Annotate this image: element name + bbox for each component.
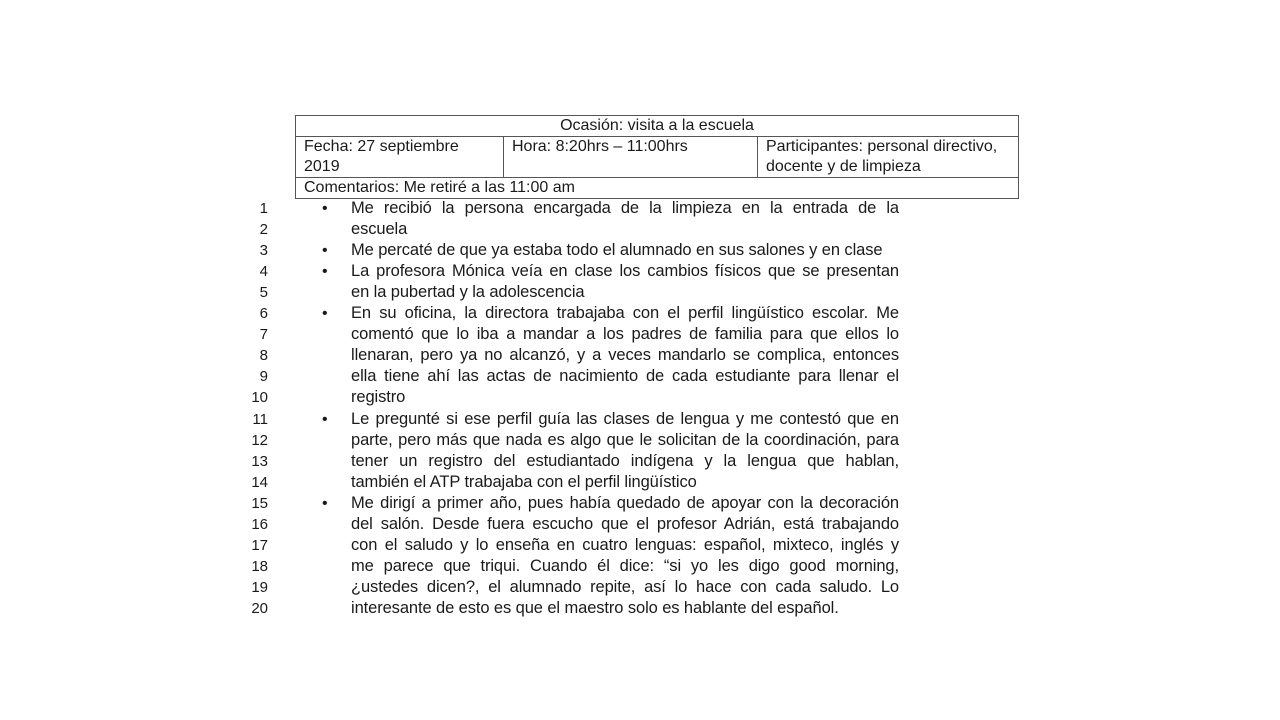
line-number: 1 xyxy=(259,200,268,217)
note-line: ella tiene ahí las actas de nacimiento de cada estudiante para llenar el xyxy=(351,367,899,386)
participants-cell: Participantes: personal directivo, docente y de limpieza xyxy=(766,138,998,175)
table-row xyxy=(296,116,1018,136)
line-number: 15 xyxy=(251,494,268,512)
note-line: también el ATP trabajaba con el perfil lingüístico xyxy=(351,472,697,491)
bullet-icon: • xyxy=(322,305,328,323)
line-number: 18 xyxy=(251,557,268,575)
line-number: 14 xyxy=(251,473,268,491)
line-number: 16 xyxy=(251,515,268,533)
occasion-cell: Ocasión: visita a la escuela xyxy=(560,117,754,134)
note-line: Me recibió la persona encargada de la limpieza en la entrada de la xyxy=(351,199,899,217)
line-number: 3 xyxy=(259,242,268,260)
line-number: 11 xyxy=(252,410,268,428)
line-number: 5 xyxy=(259,284,268,302)
line-number: 10 xyxy=(251,389,268,407)
bullet-icon: • xyxy=(322,242,328,260)
visit-info-table xyxy=(295,115,1019,199)
date-cell: Fecha: 27 septiembre 2019 xyxy=(296,137,504,177)
line-number: 4 xyxy=(259,263,268,281)
line-number: 9 xyxy=(259,368,268,386)
bullet-icon: • xyxy=(322,263,328,281)
note-line: parte, pero más que nada es algo que le solicitan de la coordinación, para xyxy=(351,430,899,449)
note-line: registro xyxy=(351,388,406,407)
line-number: 13 xyxy=(251,452,268,470)
note-line: Le pregunté si ese perfil guía las clases de lengua y me contestó que en xyxy=(351,409,899,428)
line-number: 6 xyxy=(259,305,268,323)
note-line: escuela xyxy=(351,220,408,239)
note-line: con el saludo y lo enseña en cuatro lenguas: español, mixteco, inglés y xyxy=(351,535,899,554)
comments-cell: Comentarios: Me retiré a las 11:00 am xyxy=(304,179,575,196)
bullet-icon: • xyxy=(322,200,328,217)
table-row xyxy=(296,177,1018,198)
note-line: comentó que lo iba a mandar a los padres de familia para que ellos lo xyxy=(351,325,899,344)
line-number: 17 xyxy=(251,536,268,554)
line-number: 20 xyxy=(251,599,268,617)
note-line: Me dirigí a primer año, pues había quedado de apoyar con la decoración xyxy=(351,493,899,512)
line-number: 12 xyxy=(251,431,268,449)
bullet-icon: • xyxy=(322,410,328,428)
note-line: del salón. Desde fuera escucho que el profesor Adrián, está trabajando xyxy=(351,514,899,533)
table-row xyxy=(296,136,1018,177)
bullet-icon: • xyxy=(322,494,328,512)
note-line: me parece que triqui. Cuando él dice: “si yo les digo good morning, xyxy=(351,556,899,575)
note-line: tener un registro del estudiantado indígena y la lengua que hablan, xyxy=(351,451,899,470)
line-number: 8 xyxy=(259,347,268,365)
note-line: Me percaté de que ya estaba todo el alumnado en sus salones y en clase xyxy=(351,241,883,260)
note-line: llenaran, pero ya no alcanzó, y a veces mandarlo se complica, entonces xyxy=(351,346,899,365)
note-line: ¿ustedes dicen?, el alumnado repite, así lo hace con cada saludo. Lo xyxy=(351,577,899,596)
note-line: en la pubertad y la adolescencia xyxy=(351,283,585,302)
note-line: En su oficina, la directora trabajaba con el perfil lingüístico escolar. Me xyxy=(351,304,899,323)
note-line: interesante de esto es que el maestro solo es hablante del español. xyxy=(351,598,839,617)
line-number: 7 xyxy=(259,326,268,344)
note-line: La profesora Mónica veía en clase los cambios físicos que se presentan xyxy=(351,262,899,281)
line-number: 19 xyxy=(251,578,268,596)
time-cell: Hora: 8:20hrs – 11:00hrs xyxy=(504,137,758,177)
line-number: 2 xyxy=(259,221,268,239)
